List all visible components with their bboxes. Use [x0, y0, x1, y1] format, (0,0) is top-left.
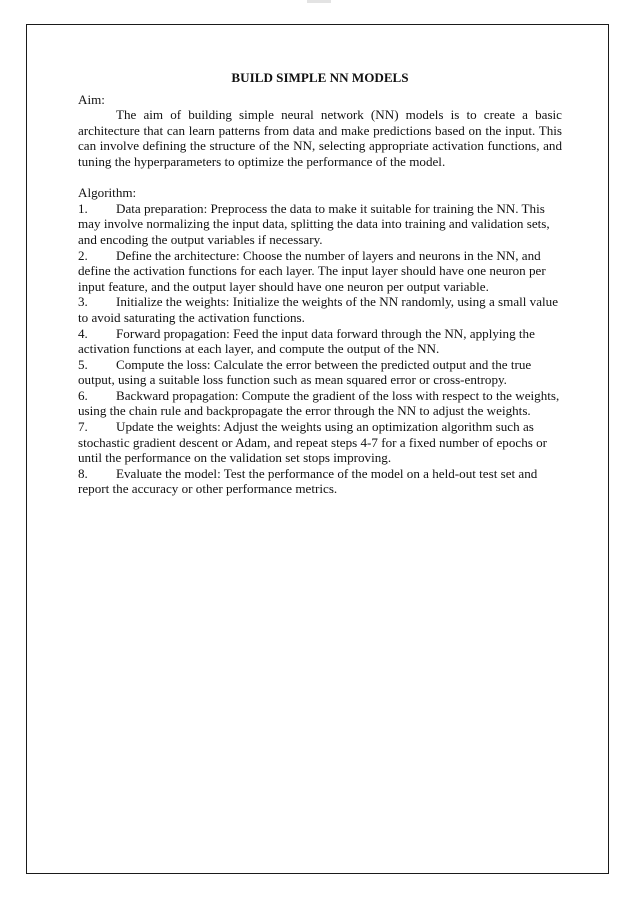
- step-text: Compute the loss: Calculate the error between the predicted output and the true output, using a suitable loss function such as mean squared error or cross-entropy.: [78, 356, 532, 388]
- step-text: Data preparation: Preprocess the data to make it suitable for training the NN. This may involve normalizing the input data, splitting the data into training and validation sets, and encoding the output variables if necessary.: [78, 200, 550, 247]
- step-text: Initialize the weights: Initialize the weights of the NN randomly, using a small value to avoid saturating the activation functions.: [78, 294, 559, 325]
- document-body: [78, 70, 562, 497]
- algorithm-label: Algorithm:: [78, 185, 137, 201]
- step-text: Forward propagation: Feed the input data forward through the NN, applying the activation functions at each layer, and compute the output of the NN.: [78, 325, 535, 357]
- step-text: Update the weights: Adjust the weights using an optimization algorithm such as stochastic gradient descent or Adam, and repeat steps 4-7 for a fixed number of epochs or until the performance on the validation set stops improving.: [78, 419, 548, 466]
- step-number: 3.: [78, 294, 88, 310]
- algorithm-step: [78, 419, 562, 466]
- algorithm-step: [78, 357, 562, 388]
- step-number: 5.: [78, 356, 88, 372]
- algorithm-step: [78, 294, 562, 325]
- algorithm-step: [78, 388, 562, 419]
- step-number: 6.: [78, 387, 88, 403]
- aim-paragraph: The aim of building simple neural network (NN) models is to create a basic architecture that can learn patterns from data and make predictions based on the input. This can involve defining the structure of the NN, selecting appropriate activation functions, and tuning the hyperparameters to optimize the performance of the model.: [78, 107, 562, 169]
- algorithm-step: [78, 201, 562, 248]
- algorithm-step: [78, 466, 562, 497]
- step-text: Define the architecture: Choose the number of layers and neurons in the NN, and define the activation functions for each layer. The input layer should have one neuron per input feature, and the output layer should have one neuron per output variable.: [78, 247, 546, 294]
- page-top-mark: [307, 0, 331, 3]
- step-number: 2.: [78, 247, 88, 263]
- aim-label: Aim:: [78, 91, 105, 107]
- step-number: 7.: [78, 419, 88, 435]
- algorithm-step: [78, 326, 562, 357]
- step-number: 1.: [78, 200, 88, 216]
- step-text: Backward propagation: Compute the gradient of the loss with respect to the weights, using the chain rule and backpropagate the error through the NN to adjust the weights.: [78, 387, 560, 419]
- document-title: BUILD SIMPLE NN MODELS: [231, 70, 409, 85]
- step-text: Evaluate the model: Test the performance of the model on a held-out test set and report the accuracy or other performance metrics.: [78, 465, 538, 497]
- step-number: 8.: [78, 465, 88, 481]
- step-number: 4.: [78, 325, 88, 341]
- algorithm-step: [78, 248, 562, 295]
